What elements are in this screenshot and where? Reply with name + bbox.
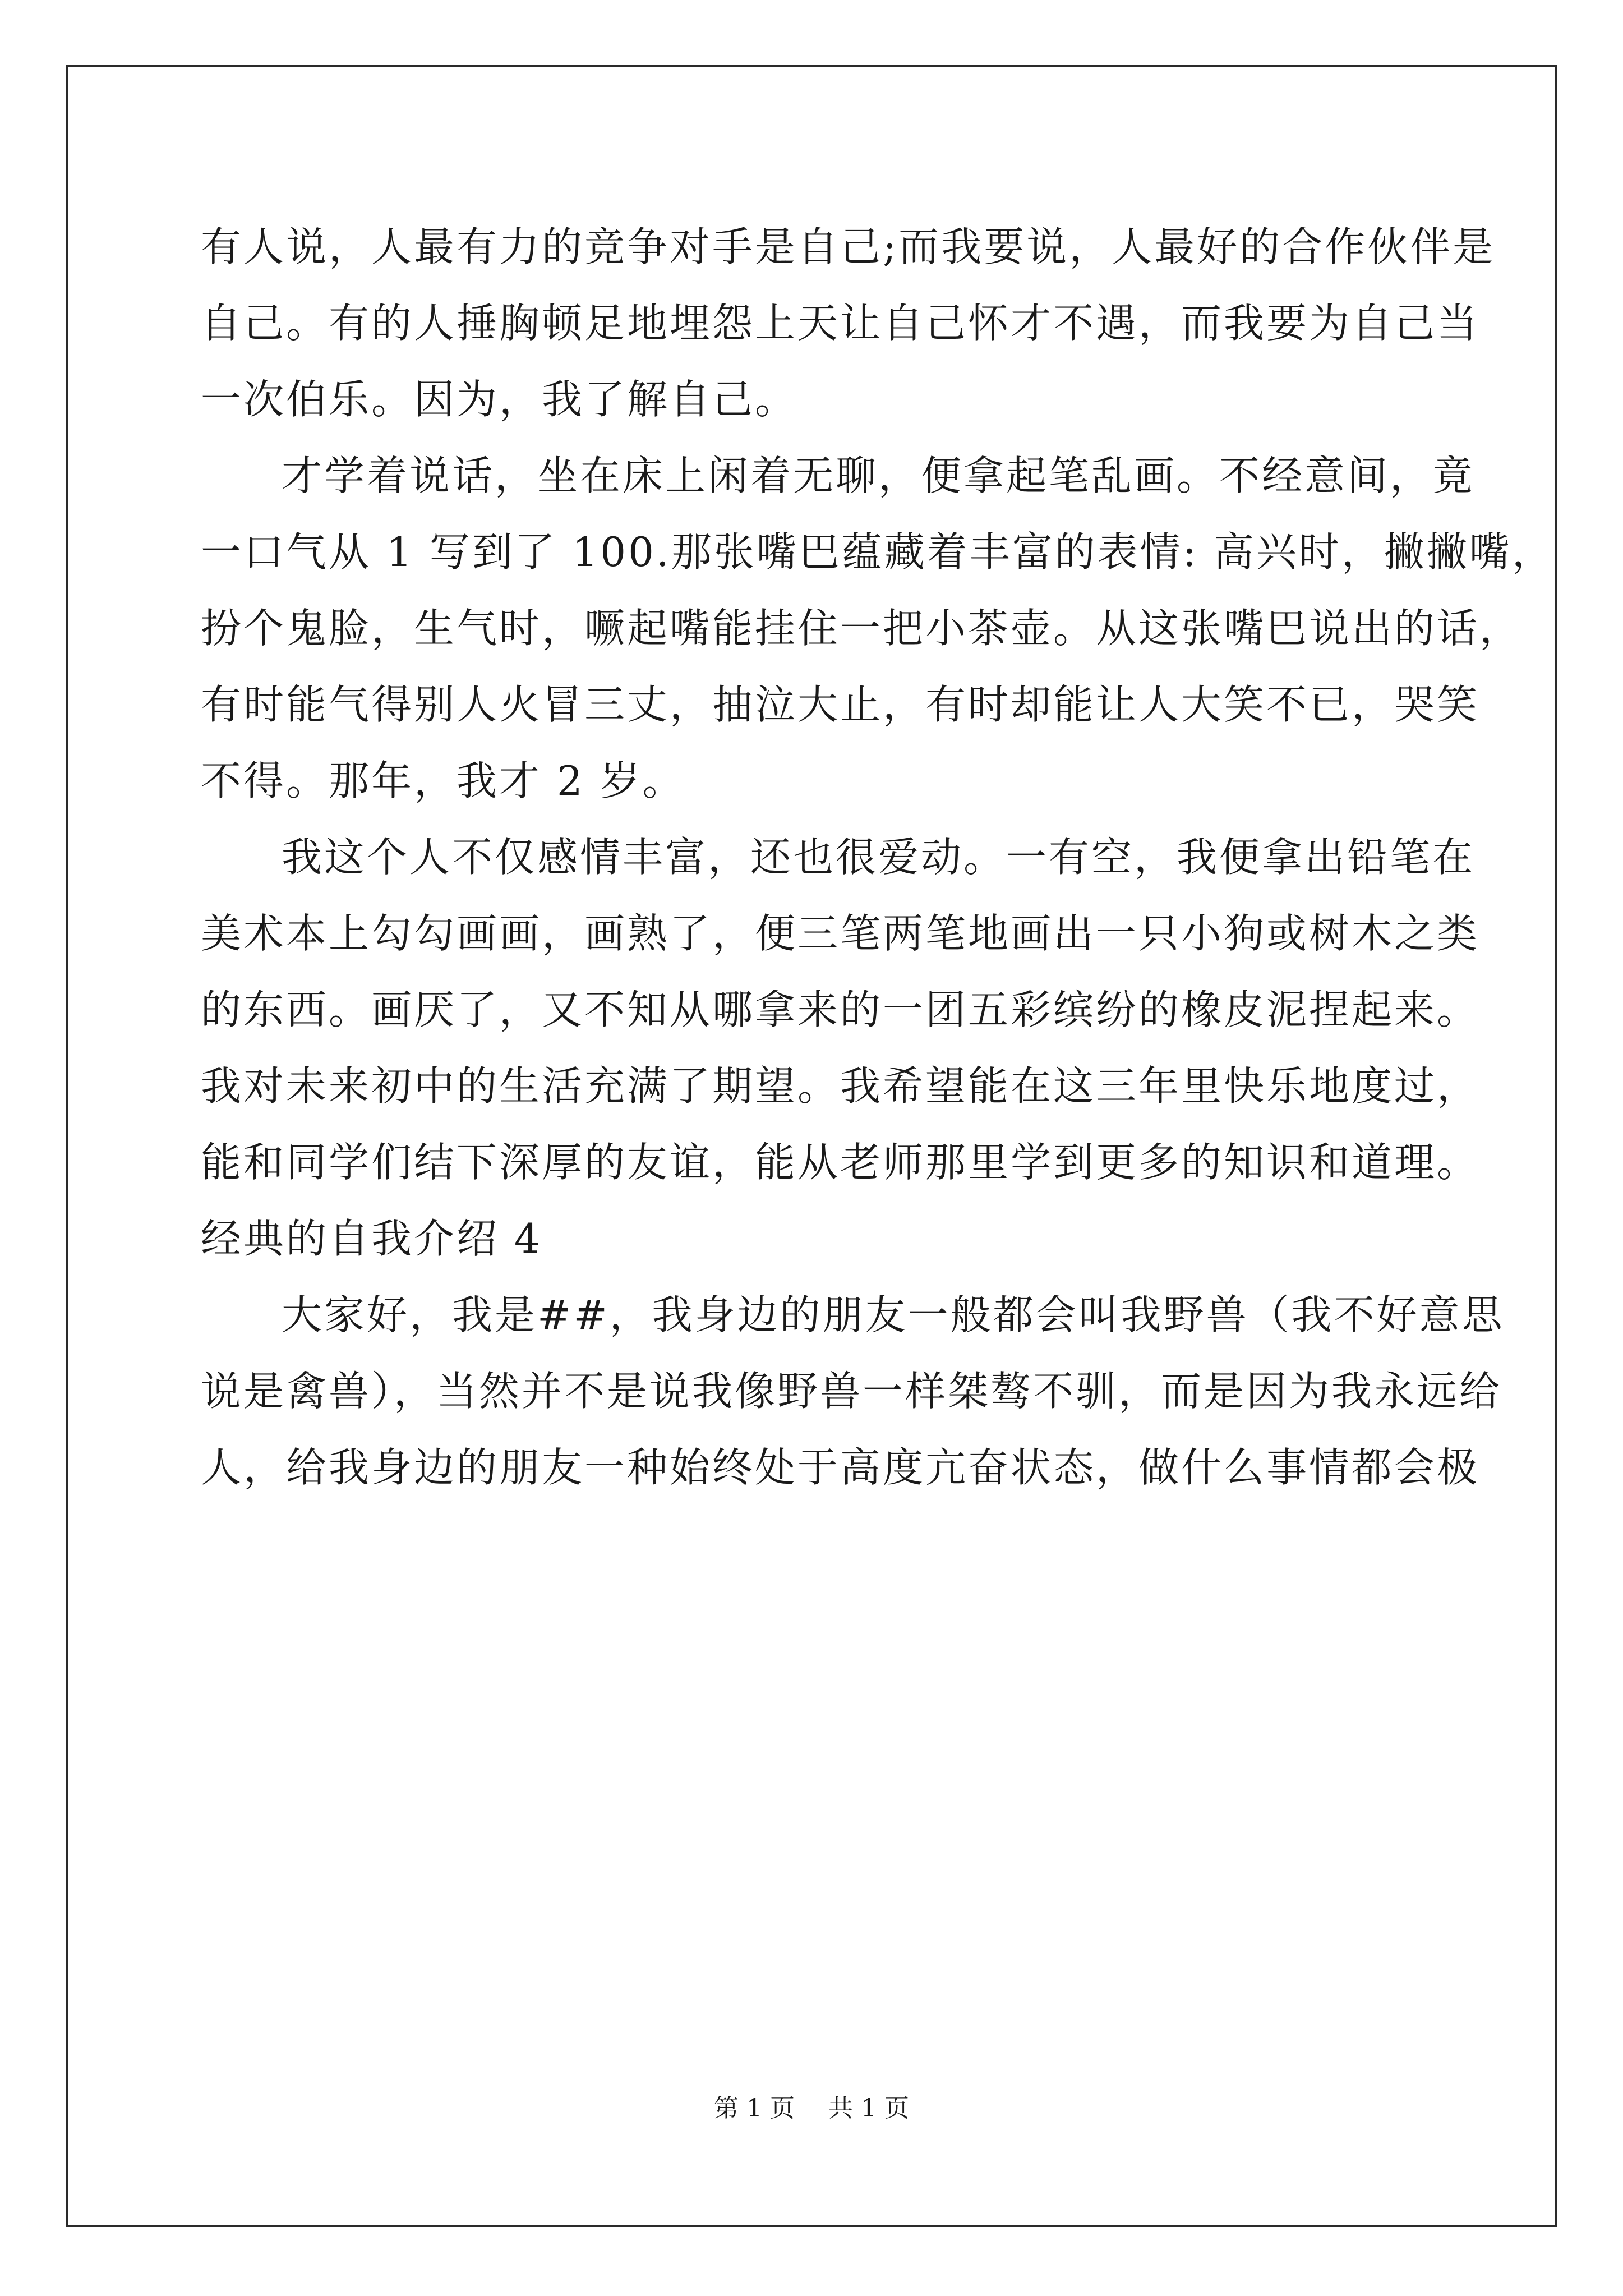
page-footer	[0, 2096, 1623, 2121]
text-line: 我对未来初中的生活充满了期望。我希望能在这三年里快乐地度过，	[201, 1062, 1480, 1110]
text-line: 一口气从 1 写到了 100.那张嘴巴蕴藏着丰富的表情: 高兴时，撇撇嘴，	[201, 528, 1555, 576]
text-line: 不得。那年，我才 2 岁。	[201, 757, 685, 804]
text-line: 大家好，我是##，我身边的朋友一般都会叫我野兽（我不好意思	[282, 1291, 1505, 1338]
text-line: 有时能气得别人火冒三丈，抽泣大止，有时却能让人大笑不已，哭笑	[201, 681, 1480, 728]
text-line: 扮个鬼脸，生气时，噘起嘴能挂住一把小茶壶。从这张嘴巴说出的话，	[201, 605, 1523, 652]
text-line: 一次伯乐。因为，我了解自己。	[201, 376, 798, 423]
text-line: 我这个人不仅感情丰富，还也很爱动。一有空，我便拿出铅笔在	[282, 834, 1476, 881]
text-line: 美术本上勾勾画画，画熟了，便三笔两笔地画出一只小狗或树木之类	[201, 910, 1480, 957]
text-line: 说是禽兽），当然并不是说我像野兽一样桀骜不驯，而是因为我永远给	[201, 1368, 1502, 1415]
text-line: 能和同学们结下深厚的友谊，能从老师那里学到更多的知识和道理。	[201, 1139, 1480, 1186]
section-heading: 经典的自我介绍 4	[201, 1215, 542, 1262]
page-number: 第 1 页	[714, 2094, 795, 2123]
text-line: 自己。有的人捶胸顿足地埋怨上天让自己怀才不遇，而我要为自己当	[201, 300, 1480, 347]
text-line: 的东西。画厌了，又不知从哪拿来的一团五彩缤纷的橡皮泥捏起来。	[201, 986, 1480, 1033]
page-total: 共 1 页	[828, 2094, 909, 2123]
text-line: 人，给我身边的朋友一种始终处于高度亢奋状态，做什么事情都会极	[201, 1444, 1480, 1491]
text-line: 才学着说话，坐在床上闲着无聊，便拿起笔乱画。不经意间，竟	[282, 452, 1476, 499]
text-line: 有人说，人最有力的竞争对手是自己;而我要说，人最好的合作伙伴是	[201, 223, 1496, 270]
